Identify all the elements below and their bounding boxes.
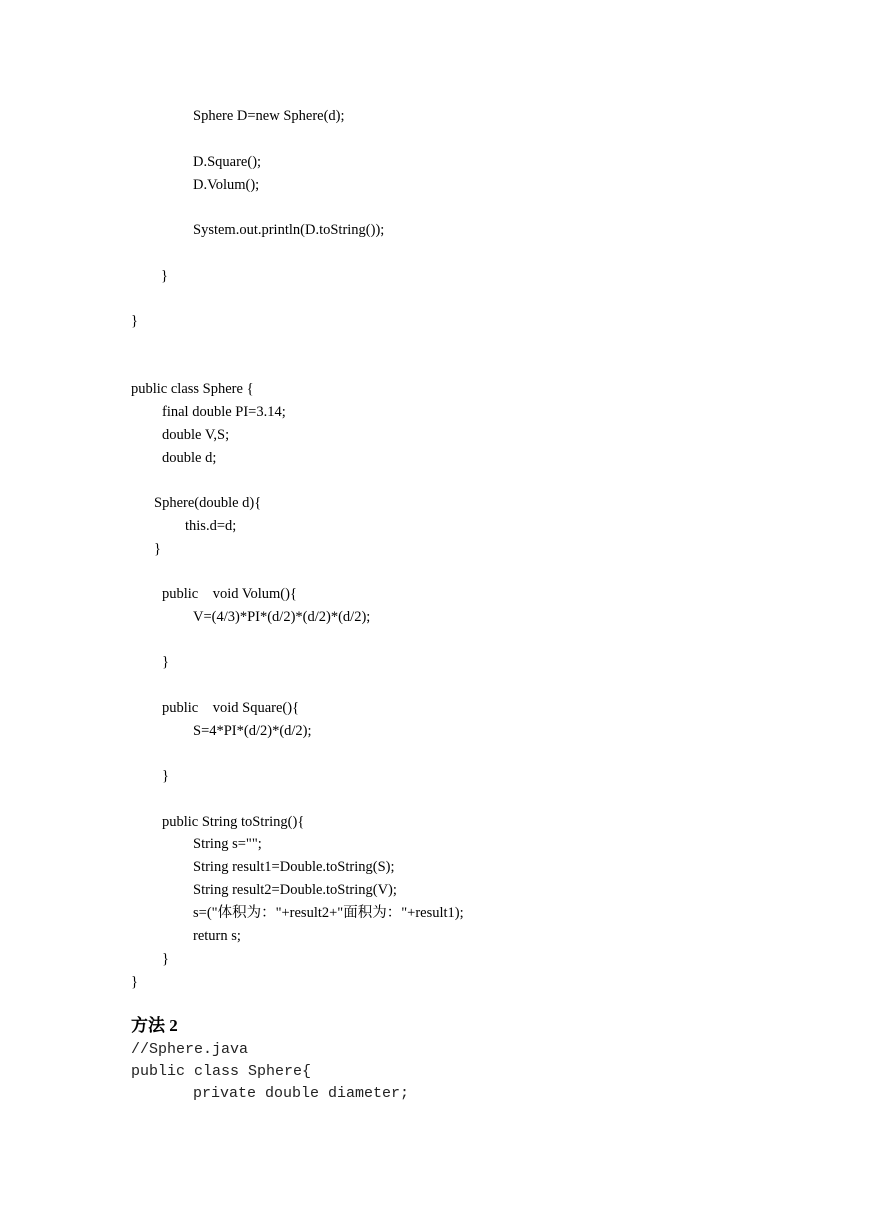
code-line: //Sphere.java	[131, 1041, 249, 1058]
code-line: public class Sphere {	[131, 381, 254, 397]
code-line: V=(4/3)*PI*(d/2)*(d/2)*(d/2);	[193, 609, 371, 625]
code-line: D.Square();	[193, 154, 262, 170]
code-line: }	[162, 768, 169, 784]
code-line: public void Volum(){	[162, 586, 297, 602]
code-line: double d;	[162, 450, 217, 466]
code-line: s=("体积为："+result2+"面积为："+result1);	[193, 905, 464, 921]
code-line: System.out.println(D.toString());	[193, 222, 385, 238]
code-line: }	[161, 268, 168, 284]
code-line: private double diameter;	[193, 1085, 410, 1102]
code-line: return s;	[193, 928, 241, 944]
code-line: public void Square(){	[162, 700, 300, 716]
code-line: }	[162, 951, 169, 967]
code-line: final double PI=3.14;	[162, 404, 286, 420]
section-heading: 方法 2	[131, 1016, 178, 1035]
code-line: }	[154, 541, 161, 557]
code-line: double V,S;	[162, 427, 230, 443]
code-line: }	[131, 974, 138, 990]
code-line: public String toString(){	[162, 814, 305, 830]
code-line: String s="";	[193, 836, 262, 852]
code-line: this.d=d;	[185, 518, 237, 534]
code-line: String result1=Double.toString(S);	[193, 859, 395, 875]
code-line: }	[162, 654, 169, 670]
code-line: }	[131, 313, 138, 329]
code-line: public class Sphere{	[131, 1063, 312, 1080]
code-line: String result2=Double.toString(V);	[193, 882, 397, 898]
code-line: S=4*PI*(d/2)*(d/2);	[193, 723, 312, 739]
code-line: Sphere D=new Sphere(d);	[193, 108, 345, 124]
code-line: Sphere(double d){	[154, 495, 262, 511]
code-line: D.Volum();	[193, 177, 260, 193]
